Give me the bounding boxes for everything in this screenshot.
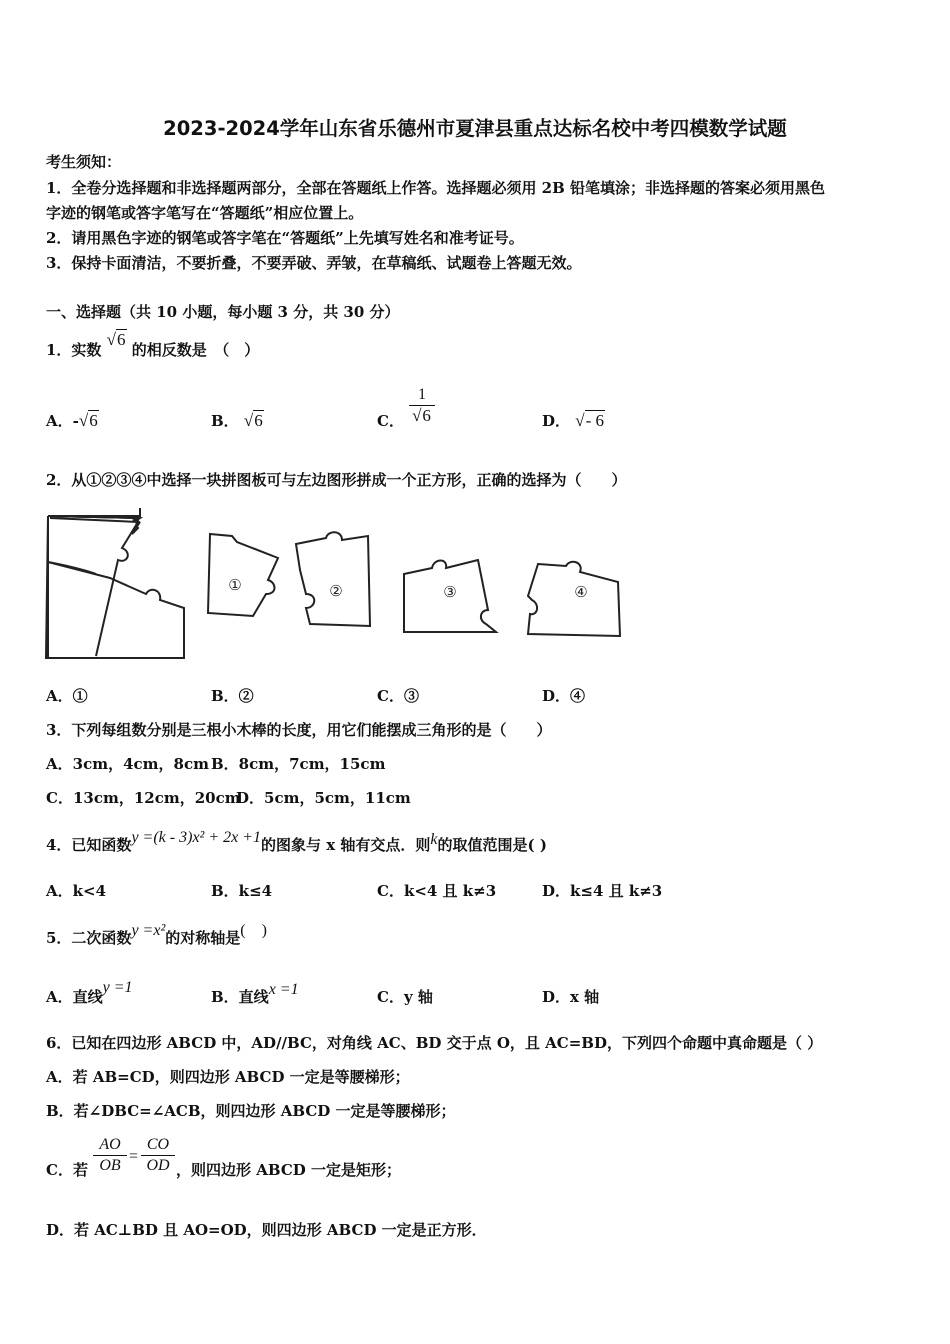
q4-option-a: A．k<4 xyxy=(46,882,107,900)
q1-d-radicand: - 6 xyxy=(585,411,605,430)
q2-option-b: B．② xyxy=(211,687,254,705)
q4-option-c: C．k<4 且 k≠3 xyxy=(377,882,497,900)
q5-b-label: B．直线 xyxy=(211,988,269,1006)
piece-1 xyxy=(208,534,278,616)
q3-stem: 3．下列每组数分别是三根小木棒的长度，用它们能摆成三角形的是（ ） xyxy=(46,721,552,739)
q1-b-sqrt: √6 xyxy=(243,411,263,430)
q5-pre: 5．二次函数 xyxy=(46,929,132,947)
q4-stem xyxy=(46,829,547,856)
notice-line-2: 2．请用黑色字迹的钢笔或答字笔在“答题纸”上先填写姓名和准考证号。 xyxy=(46,229,524,247)
q4-post: 的取值范围是( ) xyxy=(437,836,547,854)
q5-a-label: A．直线 xyxy=(46,988,103,1006)
q1-option-c-label: C． xyxy=(377,412,404,430)
q1-a-sqrt: √6 xyxy=(78,411,98,430)
q4-option-d: D．k≤4 且 k≠3 xyxy=(542,882,663,900)
q1-option-c-fraction xyxy=(409,385,435,426)
q6-stem: 6．已知在四边形 ABCD 中，AD//BC，对角线 AC、BD 交于点 O，且 AC=BD，下列四个命题中真命题是（ ） xyxy=(46,1034,823,1052)
q3-option-a: A．3cm，4cm，8cm xyxy=(46,755,209,773)
q1-a-sign: - xyxy=(72,412,79,430)
q6-option-c-post: ，则四边形 ABCD 一定是矩形； xyxy=(176,1161,401,1179)
q6-c-num1: AO xyxy=(93,1135,127,1156)
q6-c-fraction-2 xyxy=(141,1135,175,1176)
notice-heading: 考生须知： xyxy=(46,153,122,171)
q5-paren: ( ) xyxy=(240,922,267,939)
notice-line-3: 3．保持卡面清洁，不要折叠，不要弄破、弄皱，在草稿纸、试题卷上答题无效。 xyxy=(46,254,582,272)
q4-formula: y =(k - 3)x² + 2x +1 xyxy=(131,829,262,846)
q5-a-formula: y =1 xyxy=(102,979,133,996)
q6-option-a: A．若 AB=CD，则四边形 ABCD 一定是等腰梯形； xyxy=(46,1068,410,1086)
q5-post: 的对称轴是 xyxy=(165,929,241,947)
piece-2 xyxy=(296,532,370,626)
notice-line-1: 1．全卷分选择题和非选择题两部分，全部在答题纸上作答。选择题必须用 2B 铅笔填涂；非选择题的答案必须用黑色 xyxy=(46,179,826,197)
q5-b-formula: x =1 xyxy=(268,981,299,998)
q2-option-c: C．③ xyxy=(377,687,419,705)
q1-c-numerator: 1 xyxy=(409,385,435,406)
q1-sqrt: √6 xyxy=(106,330,126,349)
q1-option-d xyxy=(542,411,605,431)
q1-d-label: D． xyxy=(542,412,571,430)
q2-figure xyxy=(40,508,640,673)
q1-option-b xyxy=(211,411,264,431)
q1-a-radicand: 6 xyxy=(89,411,98,430)
q4-mid: 的图象与 x 轴有交点．则 xyxy=(261,836,431,854)
piece-4-label: ④ xyxy=(574,583,588,601)
q6-option-b: B．若∠DBC=∠ACB，则四边形 ABCD 一定是等腰梯形； xyxy=(46,1102,456,1120)
q6-option-d: D．若 AC⊥BD 且 AO=OD，则四边形 ABCD 一定是正方形． xyxy=(46,1221,487,1239)
q6-c-den1: OB xyxy=(99,1157,121,1174)
piece-2-label: ② xyxy=(329,582,343,600)
q2-stem: 2．从①②③④中选择一块拼图板可与左边图形拼成一个正方形，正确的选择为（ ） xyxy=(46,471,627,489)
q5-option-b xyxy=(211,981,299,1008)
page-title: 2023-2024学年山东省乐德州市夏津县重点达标名校中考四模数学试题 xyxy=(163,117,787,140)
q6-option-c-pre: C．若 xyxy=(46,1161,88,1179)
q6-c-num2: CO xyxy=(141,1135,175,1156)
q3-option-c: C．13cm，12cm，20cm xyxy=(46,789,241,807)
section-heading: 一、选择题（共 10 小题，每小题 3 分，共 30 分） xyxy=(46,303,400,321)
q3-option-b: B．8cm，7cm，15cm xyxy=(211,755,386,773)
q1-a-label: A． xyxy=(46,412,73,430)
q1-option-a xyxy=(46,411,99,431)
q1-b-label: B． xyxy=(211,412,239,430)
q1-pre: 1．实数 xyxy=(46,341,102,359)
q6-c-equals: = xyxy=(129,1148,139,1165)
q1-d-sqrt: √- 6 xyxy=(575,411,605,430)
q1-c-radicand: 6 xyxy=(422,406,431,425)
q6-c-fraction-1 xyxy=(93,1135,127,1176)
q1-c-denominator: √6 xyxy=(412,406,431,425)
q5-stem xyxy=(46,922,267,949)
q2-option-a: A．① xyxy=(46,687,88,705)
q1-radicand: 6 xyxy=(117,330,126,349)
q1-post: 的相反数是 （ ） xyxy=(131,341,260,359)
q1-b-radicand: 6 xyxy=(254,411,263,430)
q5-option-d: D．x 轴 xyxy=(542,988,600,1006)
q4-k: k xyxy=(430,831,438,848)
q5-formula: y =x² xyxy=(131,922,166,939)
q4-option-b: B．k≤4 xyxy=(211,882,273,900)
q2-option-d: D．④ xyxy=(542,687,586,705)
q4-pre: 4．已知函数 xyxy=(46,836,132,854)
piece-3-label: ③ xyxy=(443,583,457,601)
piece-1-label: ① xyxy=(228,576,242,594)
q3-option-d: D．5cm，5cm，11cm xyxy=(236,789,411,807)
q6-c-den2: OD xyxy=(146,1157,170,1174)
q1-stem xyxy=(46,330,260,360)
q5-option-c: C．y 轴 xyxy=(377,988,433,1006)
left-figure-outline xyxy=(46,508,184,658)
notice-line-1-cont: 字迹的钢笔或答字笔写在“答题纸”相应位置上。 xyxy=(46,204,364,222)
q5-option-a xyxy=(46,979,133,1008)
